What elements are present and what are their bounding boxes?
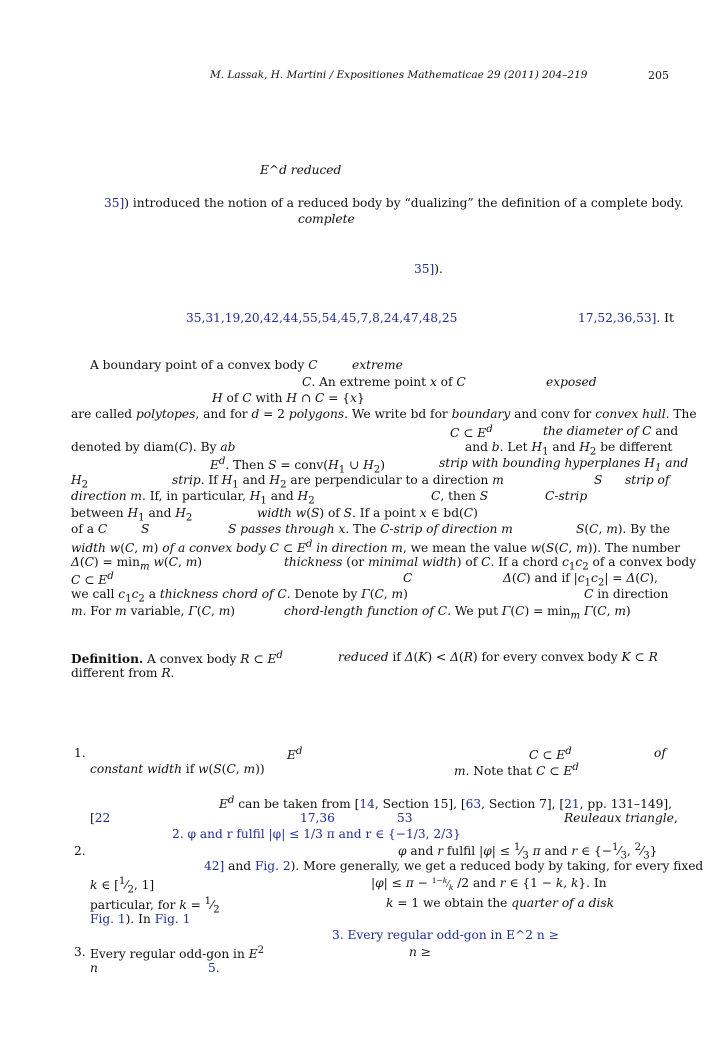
text-line: $E^d$. Then $S = conv(H_1$ ∪ $H_2$) [210, 456, 386, 476]
text-line: E^d reduced [260, 163, 342, 177]
text-line: S [141, 522, 150, 536]
text-line: exposed [546, 375, 597, 389]
text-line: Fig. 1). In Fig. 1 [90, 912, 191, 926]
text-line: width w(C, m) of a convex body C ⊂ $E^d$ in direction m, we mean the value w(S(C, m)). The number [71, 539, 681, 556]
text-line: k = 1 we obtain the quarter of a disk [386, 896, 615, 910]
text-line: complete [298, 212, 355, 226]
page-number: 205 [648, 69, 669, 82]
text-line: n ≥ [409, 945, 431, 959]
text-line: $|\varphi| \le \pi - ^{1-k}⁄_k$ /2 and r ∈ {1 − k, k}. In [371, 876, 607, 892]
text-line: H of C with H ∩ C = {x} [212, 391, 365, 405]
text-line: A boundary point of a convex body C [90, 358, 318, 372]
text-line: are called polytopes, and for d = 2 polygons. We write bd for boundary and conv for convex hull. The [71, 407, 697, 421]
text-line: m. Note that C ⊂ $E^d$ [454, 762, 579, 779]
text-line: n [90, 961, 98, 975]
text-line: we call $c_1c_2$ a thickness chord of C. Denote by Γ(C, m) [71, 587, 408, 605]
text-line: C [403, 571, 413, 585]
text-line: Reuleaux triangle, [564, 811, 678, 825]
citation-link[interactable]: 22 [94, 811, 111, 825]
text-line: k ∈ [$^1⁄_2$, 1] [90, 876, 155, 896]
running-header: M. Lassak, H. Martini / Expositiones Mathematicae 29 (2011) 204–219 [210, 69, 588, 81]
text-line: constant width if w(S(C, m)) [90, 762, 265, 776]
citation-list[interactable]: 35,31,19,20,42,44,55,54,45,7,8,24,47,48,25 [186, 311, 458, 325]
text-line: Δ(C) and if $|c_1c_2| = \Delta(C)$, [503, 571, 658, 589]
text-line: of [654, 746, 666, 760]
text-line: $\Delta(C) = \min_m w(C$, m) [71, 555, 203, 573]
text-line: [22 [90, 811, 111, 825]
citation-link[interactable]: 21 [564, 797, 580, 812]
citation-link[interactable]: 17,52,36,53] [578, 311, 657, 325]
text-line: 35]). [414, 262, 443, 276]
text-line: 42] and Fig. 2). More generally, we get a reduced body by taking, for every fixed [204, 859, 704, 873]
text-line: thickness (or minimal width) of C. If a chord $c_1c_2$ of a convex body [284, 555, 697, 573]
text-line: the diameter of C and [543, 424, 679, 438]
citation-link[interactable]: 35] [414, 262, 435, 276]
citation-link[interactable]: 17,36 [300, 811, 335, 825]
figure-link[interactable]: 3. Every regular odd-gon in E^2 n ≥ [332, 928, 559, 942]
text-line: C ⊂ $E^d$ [71, 571, 114, 588]
text-line: $H_2$ [71, 473, 89, 491]
citation-link[interactable]: 42] [204, 859, 225, 873]
text-line: 35]) introduced the notion of a reduced body by “dualizing” the definition of a complete body. [104, 196, 684, 210]
citation-link[interactable]: 5. [208, 961, 220, 975]
definition-line: different from R. [71, 666, 175, 680]
definition-line: Definition. A convex body R ⊂ $E^d$ [71, 650, 283, 667]
text-line: particular, for $k = ^1⁄_2$ [90, 896, 220, 916]
text-line: strip. If $H_1$ and $H_2$ are perpendicular to a direction m [172, 473, 504, 491]
text-line: strip with bounding hyperplanes $H_1$ and [439, 456, 689, 474]
citation-link[interactable]: 53 [397, 811, 413, 825]
citation-link[interactable]: 63 [465, 797, 482, 812]
figure-link[interactable]: 2. φ and r fulfil |φ| ≤ 1/3 π and r ∈ {−1/3, 2/3} [172, 827, 461, 841]
text-line: chord-length function of C. We put $\Gamma(C) = \min_m \Gamma(C$, m) [284, 604, 631, 622]
text-line: C ⊂ $E^d$ [529, 746, 572, 763]
figure-link[interactable]: Fig. 2 [254, 859, 291, 873]
list-item-3: 3. [74, 945, 86, 959]
text-line: C ⊂ $E^d$ [450, 424, 493, 441]
text-line: C in direction [584, 587, 669, 601]
list-item-2: 2. [74, 844, 86, 858]
citation-link[interactable]: 35] [104, 196, 125, 210]
citation-link[interactable]: 14 [359, 797, 375, 812]
text-line: m. For m variable, Γ(C, m) [71, 604, 236, 618]
text-line: Every regular odd-gon in $E^2$ [90, 945, 265, 962]
text-line: of a C [71, 522, 108, 536]
figure-link[interactable]: Fig. 1 [154, 912, 191, 926]
text-line: width w(S) of S. If a point x ∈ bd(C) [257, 506, 478, 520]
text-line: C. An extreme point x of C [302, 375, 466, 389]
list-item-1: 1. [74, 746, 86, 760]
text-line: $E^d$ [287, 746, 303, 763]
text-line: C, then S [431, 489, 489, 503]
text-line: and b. Let $H_1$ and $H_2$ be different [465, 440, 673, 458]
text-line: $E^d$ can be taken from [14, Section 15], [63, Section 7], [21, pp. 131–149], [219, 795, 673, 812]
text-line: denoted by diam(C). By ab [71, 440, 236, 454]
definition-line: reduced if Δ(K) < Δ(R) for every convex body K ⊂ R [338, 650, 658, 664]
text-line: S passes through x. The C-strip of direction m [228, 522, 513, 536]
text-line: S [594, 473, 603, 487]
text-line: extreme [352, 358, 403, 372]
text-line: direction m. If, in particular, $H_1$ and $H_2$ [71, 489, 315, 507]
text-line: strip of [625, 473, 670, 487]
text-line: between $H_1$ and $H_2$ [71, 506, 193, 524]
text-line: φ and r fulfil $|\varphi| \le ^1⁄_3$ π and r ∈ {$-^1⁄_3$, $^2⁄_3$} [398, 842, 658, 862]
text-line: S(C, m). By the [576, 522, 670, 536]
text-line: 17,52,36,53]. It [578, 311, 674, 325]
text-line: C-strip [545, 489, 588, 503]
figure-link[interactable]: Fig. 1 [90, 912, 126, 926]
